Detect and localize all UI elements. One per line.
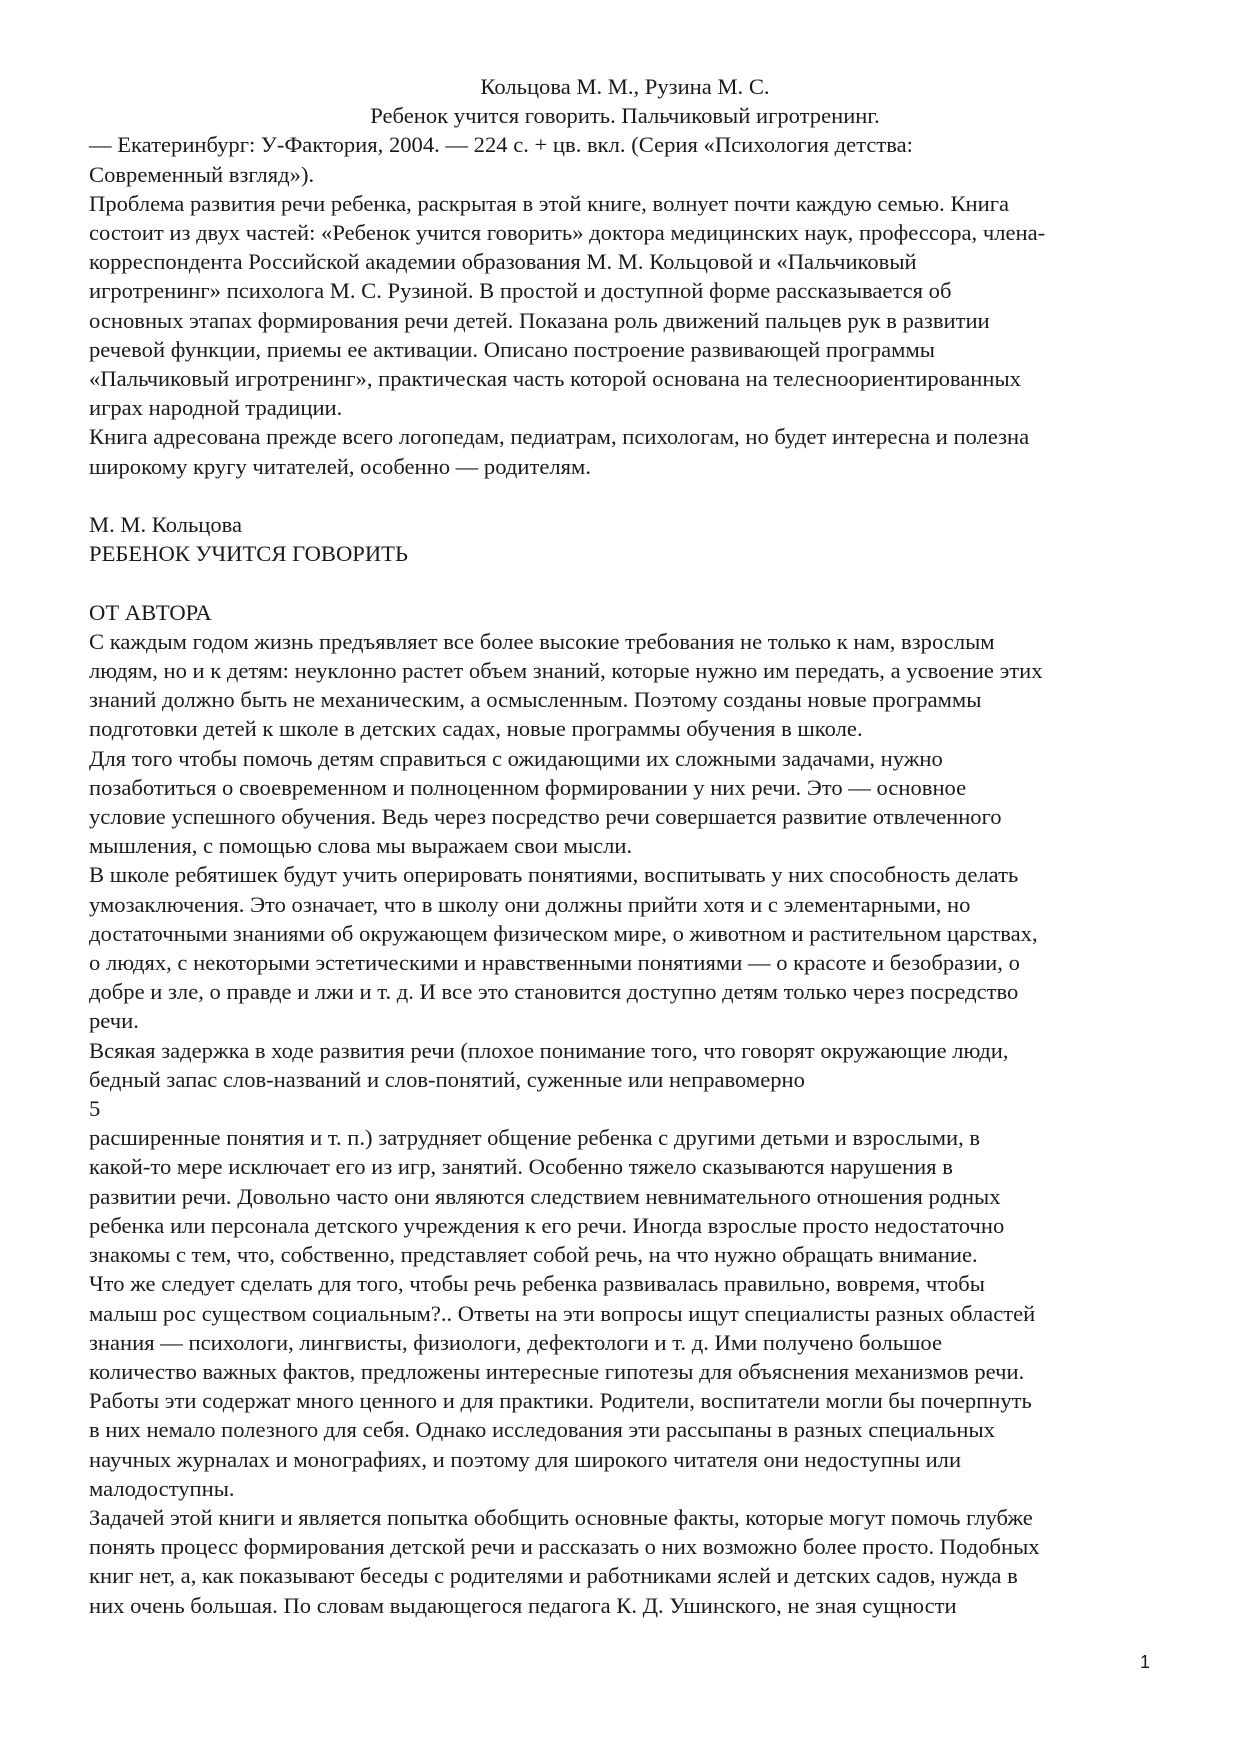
body-line: речи. <box>89 1008 139 1034</box>
annotation-line: Книга адресована прежде всего логопедам, педиатрам, психологам, но будет интересна и полезна <box>89 424 1030 450</box>
body-line: добре и зле, о правде и лжи и т. д. И все это становится доступно детям только через посредство <box>89 979 1019 1005</box>
section-title: ОТ АВТОРА <box>89 599 212 625</box>
body-line: понять процесс формирования детской речи и рассказать о них возможно более просто. Подобных <box>89 1534 1040 1560</box>
body-line: В школе ребятишек будут учить оперировать понятиями, воспитывать у них способность делать <box>89 862 1019 888</box>
publication-info <box>89 130 1161 188</box>
body-line: Работы эти содержат много ценного и для практики. Родители, воспитатели могли бы почерпнуть <box>89 1388 1032 1414</box>
body-line: Для того чтобы помочь детям справиться с ожидающими их сложными задачами, нужно <box>89 745 943 771</box>
spacer <box>89 568 1161 597</box>
body-line: С каждым годом жизнь предъявляет все более высокие требования не только к нам, взрослым <box>89 628 995 654</box>
body-line: Что же следует сделать для того, чтобы речь ребенка развивалась правильно, вовремя, чтобы <box>89 1271 985 1297</box>
body-line: бедный запас слов-названий и слов-понятий, суженные или неправомерно <box>89 1066 805 1092</box>
annotation-line: играх народной традиции. <box>89 395 343 421</box>
body-line: развитии речи. Довольно часто они являются следствием невнимательного отношения родных <box>89 1183 1001 1209</box>
spacer <box>89 481 1161 510</box>
annotation-line: широкому кругу читателей, особенно — родителям. <box>89 453 591 479</box>
body-line: 5 <box>89 1096 101 1122</box>
document-content <box>89 72 1161 1620</box>
part-author: М. М. Кольцова <box>89 512 243 538</box>
annotation-line: Проблема развития речи ребенка, раскрытая в этой книге, волнует почти каждую семью. Книга <box>89 190 1010 216</box>
body-line: знакомы с тем, что, собственно, представляет собой речь, на что нужно обращать внимание. <box>89 1242 978 1268</box>
body-line: расширенные понятия и т. п.) затрудняет общение ребенка с другими детьми и взрослыми, в <box>89 1125 981 1151</box>
body-line: о людях, с некоторыми эстетическими и нравственными понятиями — о красоте и безобразии, о <box>89 950 1020 976</box>
publication-line: Современный взгляд»). <box>89 161 315 187</box>
body-line: книг нет, а, как показывают беседы с родителями и работниками яслей и детских садов, нужда в <box>89 1563 1018 1589</box>
body-line: людям, но и к детям: неуклонно растет объем знаний, которые нужно им передать, а усвоение этих <box>89 658 1043 684</box>
body-line: позаботиться о своевременном и полноценном формировании у них речи. Это — основное <box>89 774 967 800</box>
book-authors: Кольцова М. М., Рузина М. С. <box>480 74 770 99</box>
publication-line: — Екатеринбург: У-Фактория, 2004. — 224 с. + цв. вкл. (Серия «Психология детства: <box>89 132 913 158</box>
body-line: какой-то мере исключает его из игр, занятий. Особенно тяжело сказываются нарушения в <box>89 1154 953 1180</box>
body-line: мышления, с помощью слова мы выражаем свои мысли. <box>89 833 633 859</box>
body-line: малодоступны. <box>89 1475 235 1501</box>
body-line: них очень большая. По словам выдающегося педагога К. Д. Ушинского, не зная сущности <box>89 1592 957 1618</box>
body-line: достаточными знаниями об окружающем физическом мире, о животном и растительном царствах, <box>89 920 1038 946</box>
annotation-line: основных этапах формирования речи детей. Показана роль движений пальцев рук в развитии <box>89 307 990 333</box>
annotation-line: речевой функции, приемы ее активации. Описано построение развивающей программы <box>89 336 935 362</box>
body-line: знаний должно быть не механическим, а осмысленным. Поэтому созданы новые программы <box>89 687 982 713</box>
body-line: знания — психологи, лингвисты, физиологи, дефектологи и т. д. Ими получено большое <box>89 1329 943 1355</box>
body-text <box>89 627 1161 1620</box>
annotation <box>89 189 1161 481</box>
body-line: научных журналах и монографиях, и поэтому для широкого читателя они недоступны или <box>89 1446 962 1472</box>
body-line: подготовки детей к школе в детских садах, новые программы обучения в школе. <box>89 716 863 742</box>
body-line: Задачей этой книги и является попытка обобщить основные факты, которые могут помочь глубже <box>89 1504 1033 1530</box>
page-number: 1 <box>1140 1652 1151 1672</box>
body-line: ребенка или персонала детского учреждения к его речи. Иногда взрослые просто недостаточно <box>89 1212 1005 1238</box>
body-line: в них немало полезного для себя. Однако исследования эти рассыпаны в разных специальных <box>89 1417 995 1443</box>
book-title: Ребенок учится говорить. Пальчиковый игротренинг. <box>370 103 880 129</box>
body-line: условие успешного обучения. Ведь через посредство речи совершается развитие отвлеченного <box>89 804 1002 830</box>
body-line: количество важных фактов, предложены интересные гипотезы для объяснения механизмов речи. <box>89 1358 1025 1384</box>
part-title: РЕБЕНОК УЧИТСЯ ГОВОРИТЬ <box>89 541 408 567</box>
body-line: Всякая задержка в ходе развития речи (плохое понимание того, что говорят окружающие люди, <box>89 1037 1009 1063</box>
body-line: умозаключения. Это означает, что в школу они должны прийти хотя и с элементарными, но <box>89 891 971 917</box>
annotation-line: игротренинг» психолога М. С. Рузиной. В простой и доступной форме рассказывается об <box>89 278 952 304</box>
annotation-line: «Пальчиковый игротренинг», практическая часть которой основана на телесноориентированных <box>89 366 1021 392</box>
annotation-line: корреспондента Российской академии образования М. М. Кольцовой и «Пальчиковый <box>89 249 917 275</box>
body-line: малыш рос существом социальным?.. Ответы на эти вопросы ищут специалисты разных областей <box>89 1300 1036 1326</box>
annotation-line: состоит из двух частей: «Ребенок учится говорить» доктора медицинских наук, профессора, члена- <box>89 220 1046 246</box>
